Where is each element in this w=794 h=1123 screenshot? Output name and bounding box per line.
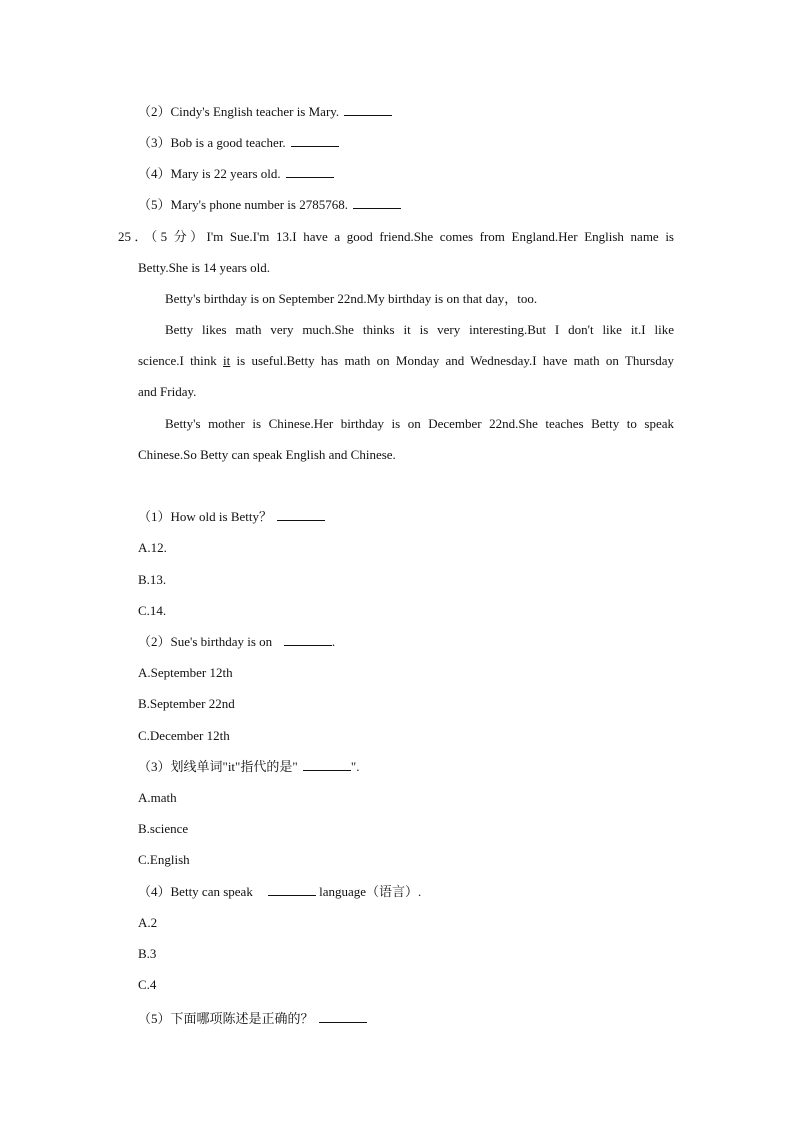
answer-blank[interactable] [284,634,332,646]
option-a[interactable]: A.2 [138,915,158,930]
passage-text: science.I think [138,353,224,368]
statement-3 [138,135,339,151]
question-prompt: How old is Betty？ [170,509,272,524]
statement-number: （3） [138,135,171,150]
statement-4 [138,166,334,182]
answer-blank[interactable] [319,1011,367,1023]
question-3 [138,759,359,775]
passage-line: Betty's birthday is on September 22nd.My birthday is on that day，too. [165,291,538,306]
underlined-it: it [223,353,231,368]
passage-text: is useful.Betty has math on Monday and Wednesday.I have math on Thursday [230,353,674,368]
statement-number: （5） [138,197,171,212]
question-suffix: language（语言）. [319,884,422,899]
question-suffix: . [331,634,336,649]
passage-line: Chinese.So Betty can speak English and Chinese. [138,447,396,462]
q25-points: （5 分） [150,229,207,244]
question-1 [138,509,325,525]
passage-line: Betty likes math very much.She thinks it is very interesting.But I don't like it.I like [165,322,674,337]
statement-number: （4） [138,166,171,181]
statement-number: （2） [138,104,171,119]
passage-text: I'm Sue.I'm 13.I have a good friend.She comes from England.Her English name is [206,229,674,244]
question-number: （5） [138,1011,171,1026]
question-prompt: Sue's birthday is on [170,634,273,649]
option-b[interactable]: B.September 22nd [138,696,235,711]
option-b[interactable]: B.3 [138,946,157,961]
question-suffix: ". [350,759,360,774]
answer-blank[interactable] [344,104,392,116]
statement-text: Cindy's English teacher is Mary. [170,104,340,119]
question-number: （1） [138,509,171,524]
option-c[interactable]: C.14. [138,603,167,618]
question-4 [138,884,421,900]
statement-5 [138,197,401,213]
passage-line: Betty.She is 14 years old. [138,260,271,275]
question-5 [138,1011,367,1027]
option-a[interactable]: A.September 12th [138,665,233,680]
option-c[interactable]: C.4 [138,977,157,992]
passage-line: and Friday. [138,384,197,399]
option-a[interactable]: A.math [138,790,177,805]
option-b[interactable]: B.science [138,821,189,836]
q25-first-line [118,229,674,245]
question-prompt: 划线单词"it"指代的是" [170,759,298,774]
answer-blank[interactable] [353,197,401,209]
question-prompt: 下面哪项陈述是正确的？ [170,1011,314,1026]
question-number: （2） [138,634,171,649]
option-b[interactable]: B.13. [138,572,167,587]
statement-2 [138,104,392,120]
option-c[interactable]: C.December 12th [138,728,230,743]
statement-text: Bob is a good teacher. [170,135,286,150]
option-c[interactable]: C.English [138,852,190,867]
statement-text: Mary's phone number is 2785768. [170,197,348,212]
option-a[interactable]: A.12. [138,540,167,555]
answer-blank[interactable] [291,135,339,147]
question-2 [138,634,335,650]
q25-number: 25． [118,229,151,244]
answer-blank[interactable] [268,884,316,896]
passage-line [138,353,674,369]
question-prompt: Betty can speak [170,884,253,899]
question-number: （3） [138,759,171,774]
passage-line: Betty's mother is Chinese.Her birthday is on December 22nd.She teaches Betty to speak [165,416,674,431]
answer-blank[interactable] [303,759,351,771]
answer-blank[interactable] [277,509,325,521]
question-number: （4） [138,884,171,899]
statement-text: Mary is 22 years old. [170,166,281,181]
answer-blank[interactable] [286,166,334,178]
